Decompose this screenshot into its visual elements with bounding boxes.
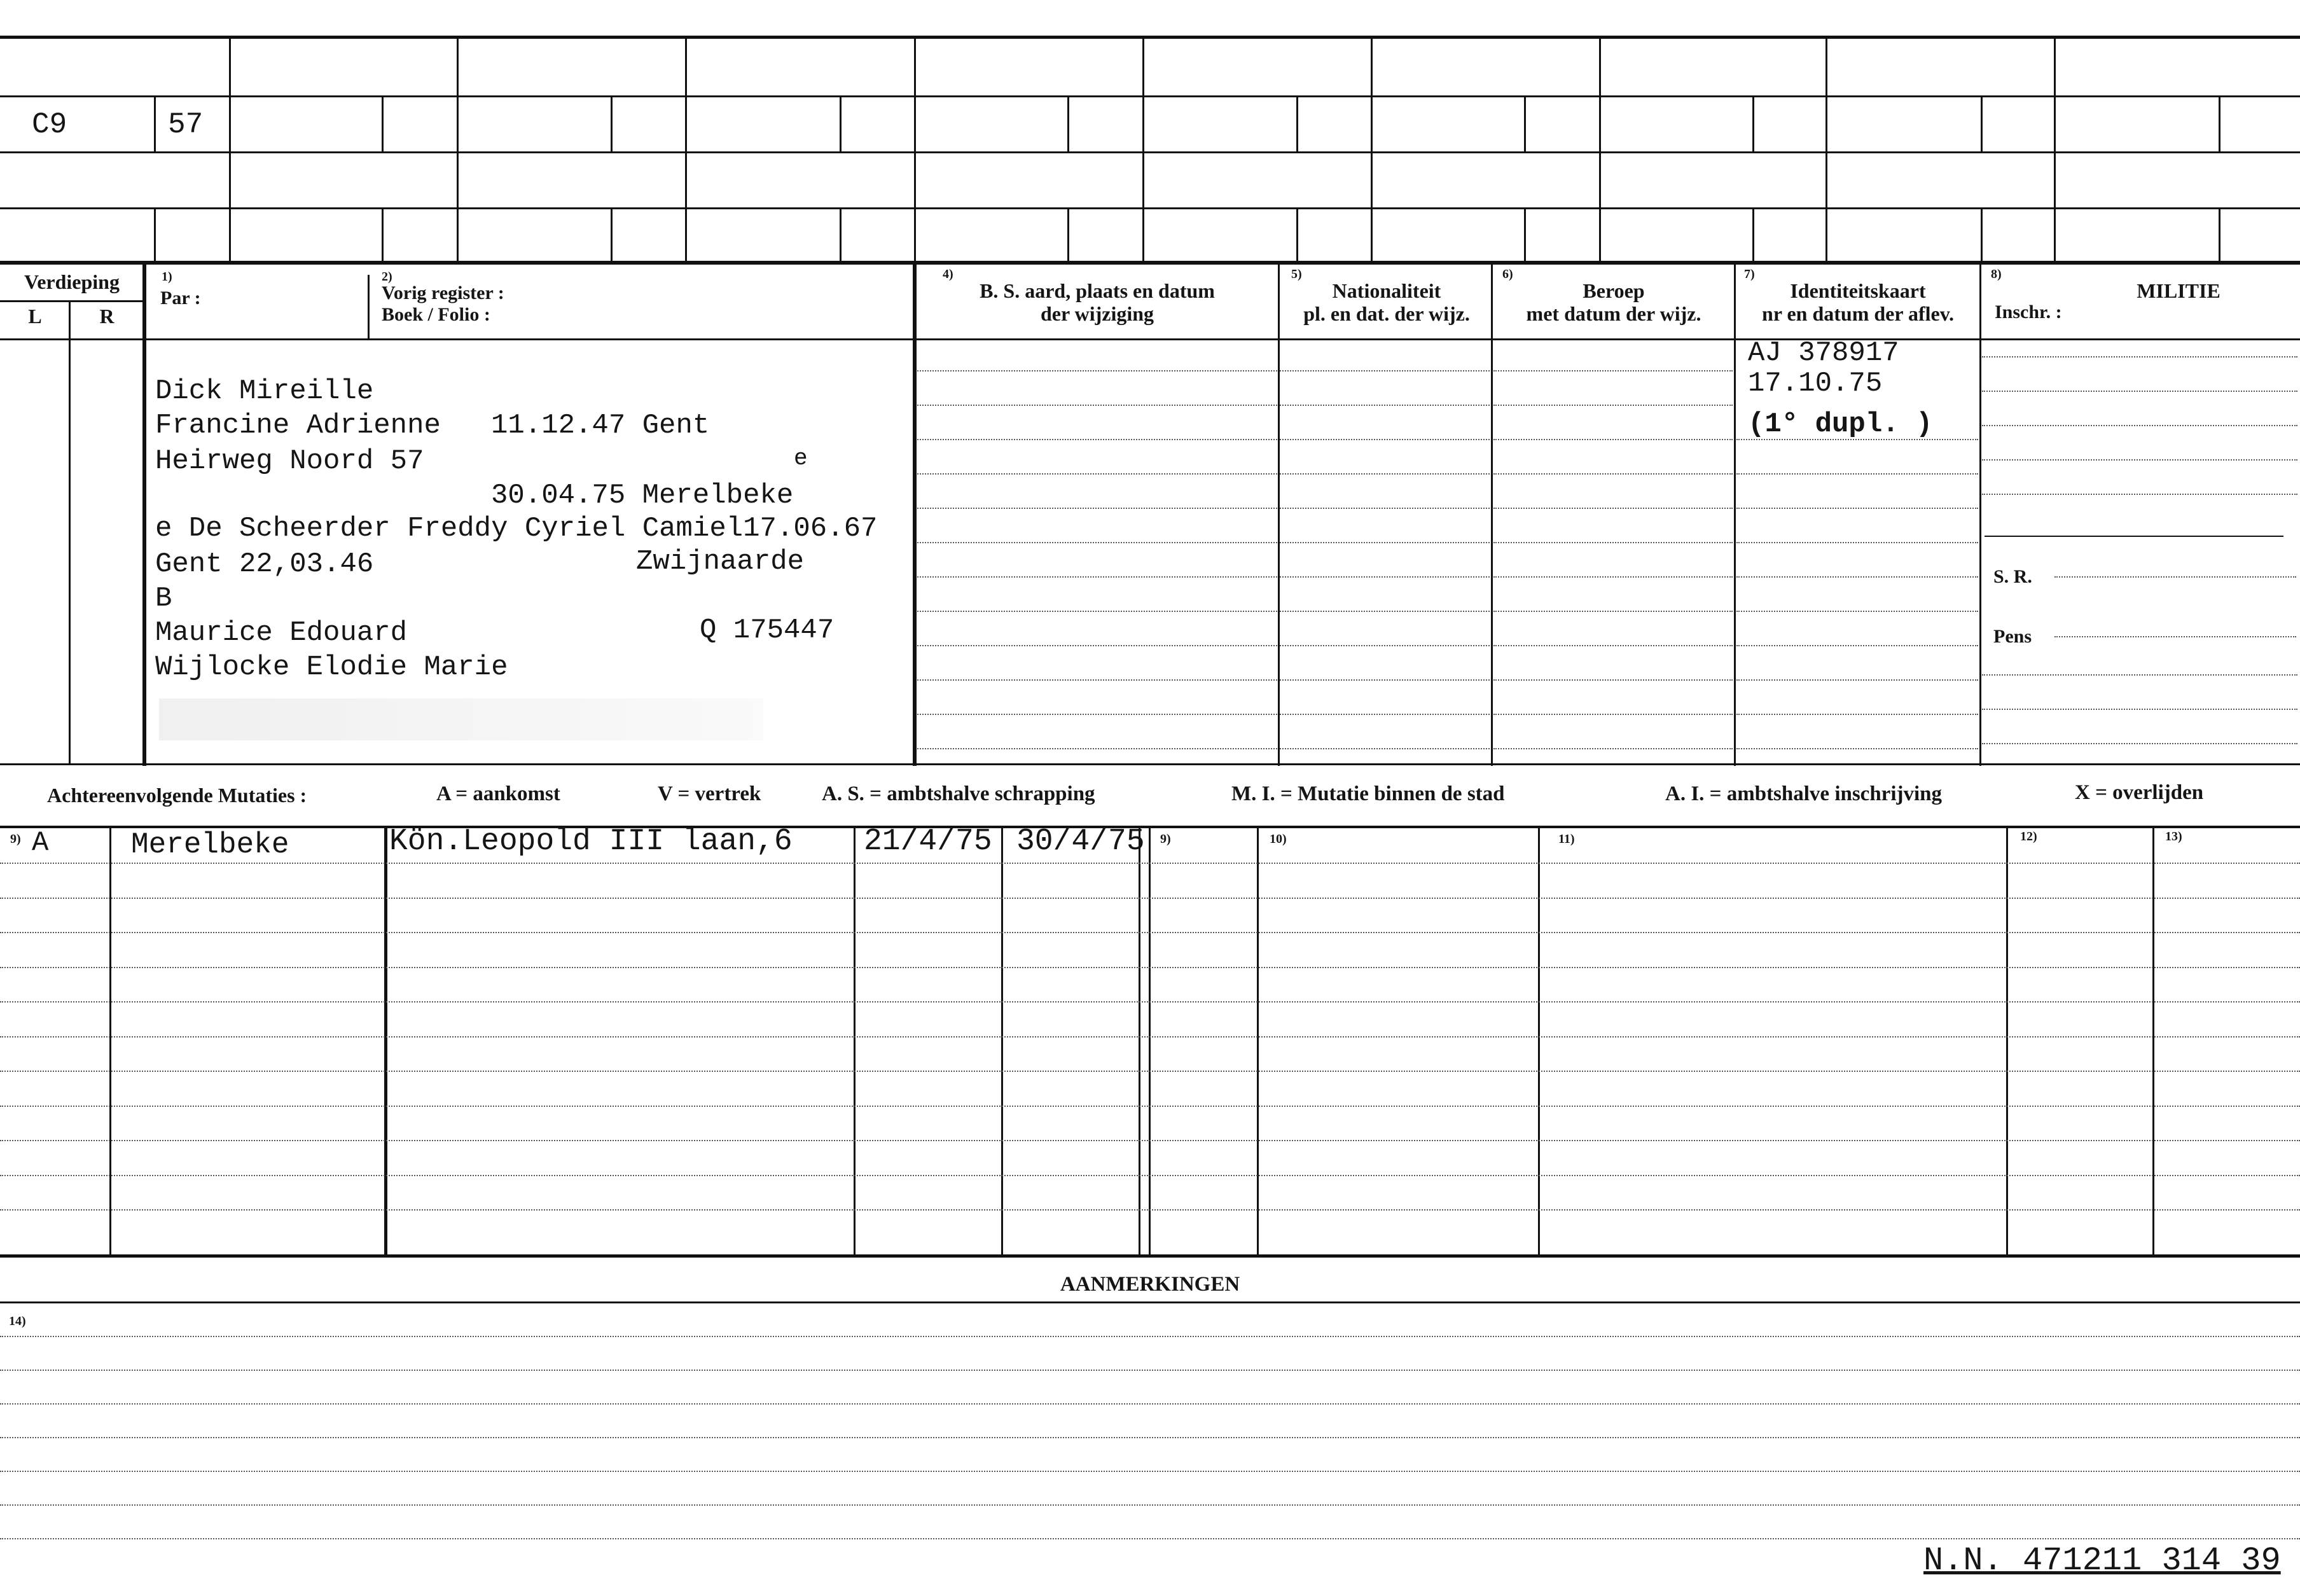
ruled-line: [0, 1106, 2300, 1107]
verdieping-divider: [0, 300, 144, 302]
ruled-line: [1493, 405, 1733, 406]
ruled-line: [2054, 636, 2296, 637]
ruled-line: [1280, 405, 1490, 406]
col8-label-a: MILITIE: [2137, 279, 2220, 302]
remarks-number: 14): [9, 1314, 26, 1328]
col4-left-line: [913, 263, 917, 766]
ruled-line: [0, 1437, 2300, 1438]
ruled-line: [1280, 714, 1490, 715]
grid-vline: [229, 37, 231, 263]
ruled-line: [1736, 679, 1978, 681]
mut-row1-date1: 21/4/75: [864, 824, 992, 859]
militie-sr: S. R.: [1993, 566, 2032, 587]
ruled-line: [1982, 459, 2297, 461]
ruled-line: [917, 542, 1277, 543]
ruled-line: [0, 1140, 2300, 1141]
ruled-line: [1280, 542, 1490, 543]
ruled-line: [1280, 611, 1490, 612]
ruled-line: [1736, 748, 1978, 749]
col2-number: 2): [382, 270, 392, 284]
ruled-line: [1280, 679, 1490, 681]
col5-label-b: pl. en dat. der wijz.: [1303, 302, 1470, 325]
legend-mi: M. I. = Mutatie binnen de stad: [1231, 782, 1505, 805]
mut-col13-number: 13): [2165, 829, 2182, 843]
ruled-line: [1280, 748, 1490, 749]
grid-half-vline: [2219, 95, 2220, 151]
person-line1: Dick Mireille: [155, 375, 374, 407]
col2-label-b: Boek / Folio :: [382, 304, 490, 325]
ruled-line: [1736, 473, 1978, 475]
mut-vline: [854, 827, 856, 1256]
grid-half-vline: [1981, 95, 1983, 151]
id-card-number: AJ 378917: [1748, 337, 1899, 369]
ruled-line: [917, 439, 1277, 440]
col8-label-b: Inschr. :: [1995, 302, 2062, 323]
col4-number: 4): [943, 267, 953, 281]
mut-row1-address: Kön.Leopold III laan,6: [389, 824, 793, 859]
col7-label-b: nr en datum der aflev.: [1762, 302, 1954, 325]
ruled-line: [0, 1071, 2300, 1072]
ruled-line: [1982, 391, 2297, 392]
grid-half-vline: [154, 207, 156, 262]
ruled-line: [1493, 679, 1733, 681]
national-number: N.N. 471211 314 39: [1923, 1542, 2281, 1579]
col5-left-line: [1278, 263, 1280, 766]
mut-vline: [1149, 827, 1151, 1256]
person-line6: Gent 22,03.46: [155, 548, 374, 580]
grid-half-vline: [1981, 207, 1983, 262]
ruled-line: [1982, 494, 2297, 495]
mut-vline: [2006, 827, 2008, 1256]
person-line6b: Zwijnaarde: [636, 546, 805, 578]
person-line4: 30.04.75 Merelbeke: [491, 480, 794, 511]
ruled-line: [1982, 425, 2297, 426]
grid-half-vline: [840, 95, 842, 151]
grid-vline: [685, 37, 687, 263]
ruled-line: [1493, 473, 1733, 475]
mut-row1-type: A: [32, 827, 49, 859]
header-bottom-line: [0, 338, 2300, 340]
ruled-line: [917, 611, 1277, 612]
militie-pens: Pens: [1993, 626, 2032, 647]
grid-half-vline: [382, 207, 384, 262]
ruled-line: [0, 1336, 2300, 1337]
grid-vline: [1599, 37, 1601, 263]
ruled-line: [1493, 542, 1733, 543]
legend-a: A = aankomst: [436, 782, 560, 805]
grid-half-vline: [1752, 95, 1754, 151]
legend-x: X = overlijden: [2075, 781, 2204, 804]
ruled-line: [1982, 709, 2297, 710]
ruled-line: [1280, 645, 1490, 646]
col7-left-line: [1734, 263, 1736, 766]
person-line3b: e: [794, 445, 808, 471]
col5-number: 5): [1291, 267, 1302, 281]
ruled-line: [1493, 370, 1733, 371]
col6-number: 6): [1502, 267, 1513, 281]
ruled-line: [0, 1175, 2300, 1176]
ruled-line: [1736, 714, 1978, 715]
col2-label-a: Vorig register :: [382, 282, 504, 303]
person-line5: e De Scheerder Freddy Cyriel Camiel17.06.67: [155, 513, 878, 545]
col4-label-a: B. S. aard, plaats en datum: [980, 279, 1215, 302]
grid-bottom-border: [0, 261, 2300, 265]
col2-left-line: [368, 275, 370, 338]
col8-number: 8): [1991, 267, 2002, 281]
grid-half-vline: [1524, 207, 1526, 262]
grid-code-a: C9: [32, 108, 67, 141]
col7-label-a: Identiteitskaart: [1790, 279, 1926, 302]
col7-number: 7): [1744, 267, 1755, 281]
ruled-line: [0, 1403, 2300, 1405]
grid-half-vline: [1752, 207, 1754, 262]
col6-label-b: met datum der wijz.: [1526, 302, 1701, 325]
mut-vline: [1139, 827, 1140, 1256]
ruled-line: [1736, 508, 1978, 509]
grid-half-vline: [382, 95, 384, 151]
mut-vline: [2152, 827, 2154, 1256]
person-birth: 11.12.47 Gent: [491, 410, 710, 441]
mut-col10-number: 10): [1270, 832, 1287, 846]
grid-half-vline: [840, 207, 842, 262]
ruled-line: [917, 748, 1277, 749]
ruled-line: [917, 473, 1277, 475]
ruled-line: [0, 1538, 2300, 1539]
person-line9: Wijlocke Elodie Marie: [155, 651, 508, 683]
verdieping-r: R: [99, 305, 114, 328]
remarks-top-line: [0, 1301, 2300, 1303]
grid-half-vline: [1067, 207, 1069, 262]
legend-title: Achtereenvolgende Mutaties :: [47, 784, 307, 807]
top-border: [0, 36, 2300, 39]
grid-vline: [914, 37, 916, 263]
person-line7: B: [155, 583, 172, 614]
mut-col9-number: 9): [10, 832, 21, 846]
ruled-line: [1493, 611, 1733, 612]
legend-ai: A. I. = ambtshalve inschrijving: [1665, 782, 1943, 805]
person-line8: Maurice Edouard: [155, 617, 408, 649]
col4-label-b: der wijziging: [1040, 302, 1154, 325]
id-card-note: (1° dupl. ): [1748, 408, 1933, 440]
person-line2: Francine Adrienne: [155, 410, 441, 441]
ruled-line: [2054, 576, 2296, 578]
grid-half-vline: [1296, 207, 1298, 262]
grid-half-vline: [1524, 95, 1526, 151]
ruled-line: [1280, 508, 1490, 509]
ruled-line: [917, 645, 1277, 646]
person-line3: Heirweg Noord 57: [155, 445, 424, 477]
grid-half-vline: [154, 95, 156, 151]
ruled-line: [0, 1370, 2300, 1371]
faded-text-area: [159, 698, 763, 740]
ruled-line: [1493, 576, 1733, 578]
legend-v: V = vertrek: [658, 782, 761, 805]
grid-half-vline: [1067, 95, 1069, 151]
grid-line: [0, 95, 2300, 97]
legend-as: A. S. = ambtshalve schrapping: [822, 782, 1095, 805]
ruled-line: [1493, 439, 1733, 440]
ruled-line: [0, 1036, 2300, 1037]
grid-half-vline: [1296, 95, 1298, 151]
ruled-line: [0, 967, 2300, 968]
grid-vline: [1825, 37, 1827, 263]
ruled-line: [917, 370, 1277, 371]
ruled-line: [1736, 611, 1978, 612]
ruled-line: [1280, 576, 1490, 578]
person-line8b: Q 175447: [700, 614, 835, 646]
ruled-line: [0, 1001, 2300, 1003]
mut-row1-date2: 30/4/75: [1016, 824, 1145, 859]
ruled-line: [917, 714, 1277, 715]
mut-vline: [1257, 827, 1259, 1256]
ruled-line: [917, 508, 1277, 509]
mut-vline: [1001, 827, 1003, 1256]
col1-label: Par :: [160, 288, 201, 309]
grid-vline: [1142, 37, 1144, 263]
grid-half-vline: [2219, 207, 2220, 262]
col6-left-line: [1491, 263, 1493, 766]
ruled-line: [0, 863, 2300, 864]
grid-vline: [2054, 37, 2056, 263]
ruled-line: [0, 1209, 2300, 1211]
verdieping-l: L: [28, 305, 42, 328]
ruled-line: [1982, 743, 2297, 744]
ruled-line: [917, 576, 1277, 578]
grid-vline: [457, 37, 459, 263]
ruled-line: [1280, 473, 1490, 475]
ruled-line: [1982, 356, 2297, 357]
ruled-line: [0, 1471, 2300, 1472]
grid-half-vline: [611, 95, 613, 151]
grid-line: [0, 207, 2300, 209]
ruled-line: [1736, 542, 1978, 543]
lr-divider: [69, 300, 71, 765]
ruled-line: [1280, 439, 1490, 440]
grid-vline: [1371, 37, 1373, 263]
verdieping-label: Verdieping: [24, 270, 120, 293]
grid-code-b: 57: [168, 108, 204, 141]
mut-row1-place: Merelbeke: [131, 828, 289, 861]
militie-solid-line: [1985, 536, 2283, 537]
par-left-line: [142, 263, 146, 766]
mut-vline: [1538, 827, 1540, 1256]
ruled-line: [1493, 645, 1733, 646]
mut-col9b-number: 9): [1160, 832, 1171, 846]
mut-vline: [384, 827, 387, 1256]
ruled-line: [1493, 748, 1733, 749]
ruled-line: [1982, 674, 2297, 676]
grid-line: [0, 151, 2300, 153]
col6-label-a: Beroep: [1583, 279, 1645, 302]
ruled-line: [0, 932, 2300, 933]
ruled-line: [1493, 714, 1733, 715]
ruled-line: [917, 405, 1277, 406]
ruled-line: [1280, 370, 1490, 371]
col8-left-line: [1979, 263, 1981, 766]
ruled-line: [0, 898, 2300, 899]
mut-vline: [109, 827, 111, 1256]
mut-col12-number: 12): [2020, 829, 2037, 843]
legend-top-line: [0, 763, 2300, 765]
id-card-date: 17.10.75: [1748, 368, 1883, 399]
remarks-title: AANMERKINGEN: [1060, 1273, 1240, 1296]
col5-label-a: Nationaliteit: [1332, 279, 1441, 302]
ruled-line: [917, 679, 1277, 681]
ruled-line: [1493, 508, 1733, 509]
grid-half-vline: [611, 207, 613, 262]
col1-number: 1): [162, 270, 172, 284]
ruled-line: [1736, 645, 1978, 646]
ruled-line: [1736, 576, 1978, 578]
ruled-line: [0, 1504, 2300, 1506]
mut-col11-number: 11): [1558, 832, 1575, 846]
